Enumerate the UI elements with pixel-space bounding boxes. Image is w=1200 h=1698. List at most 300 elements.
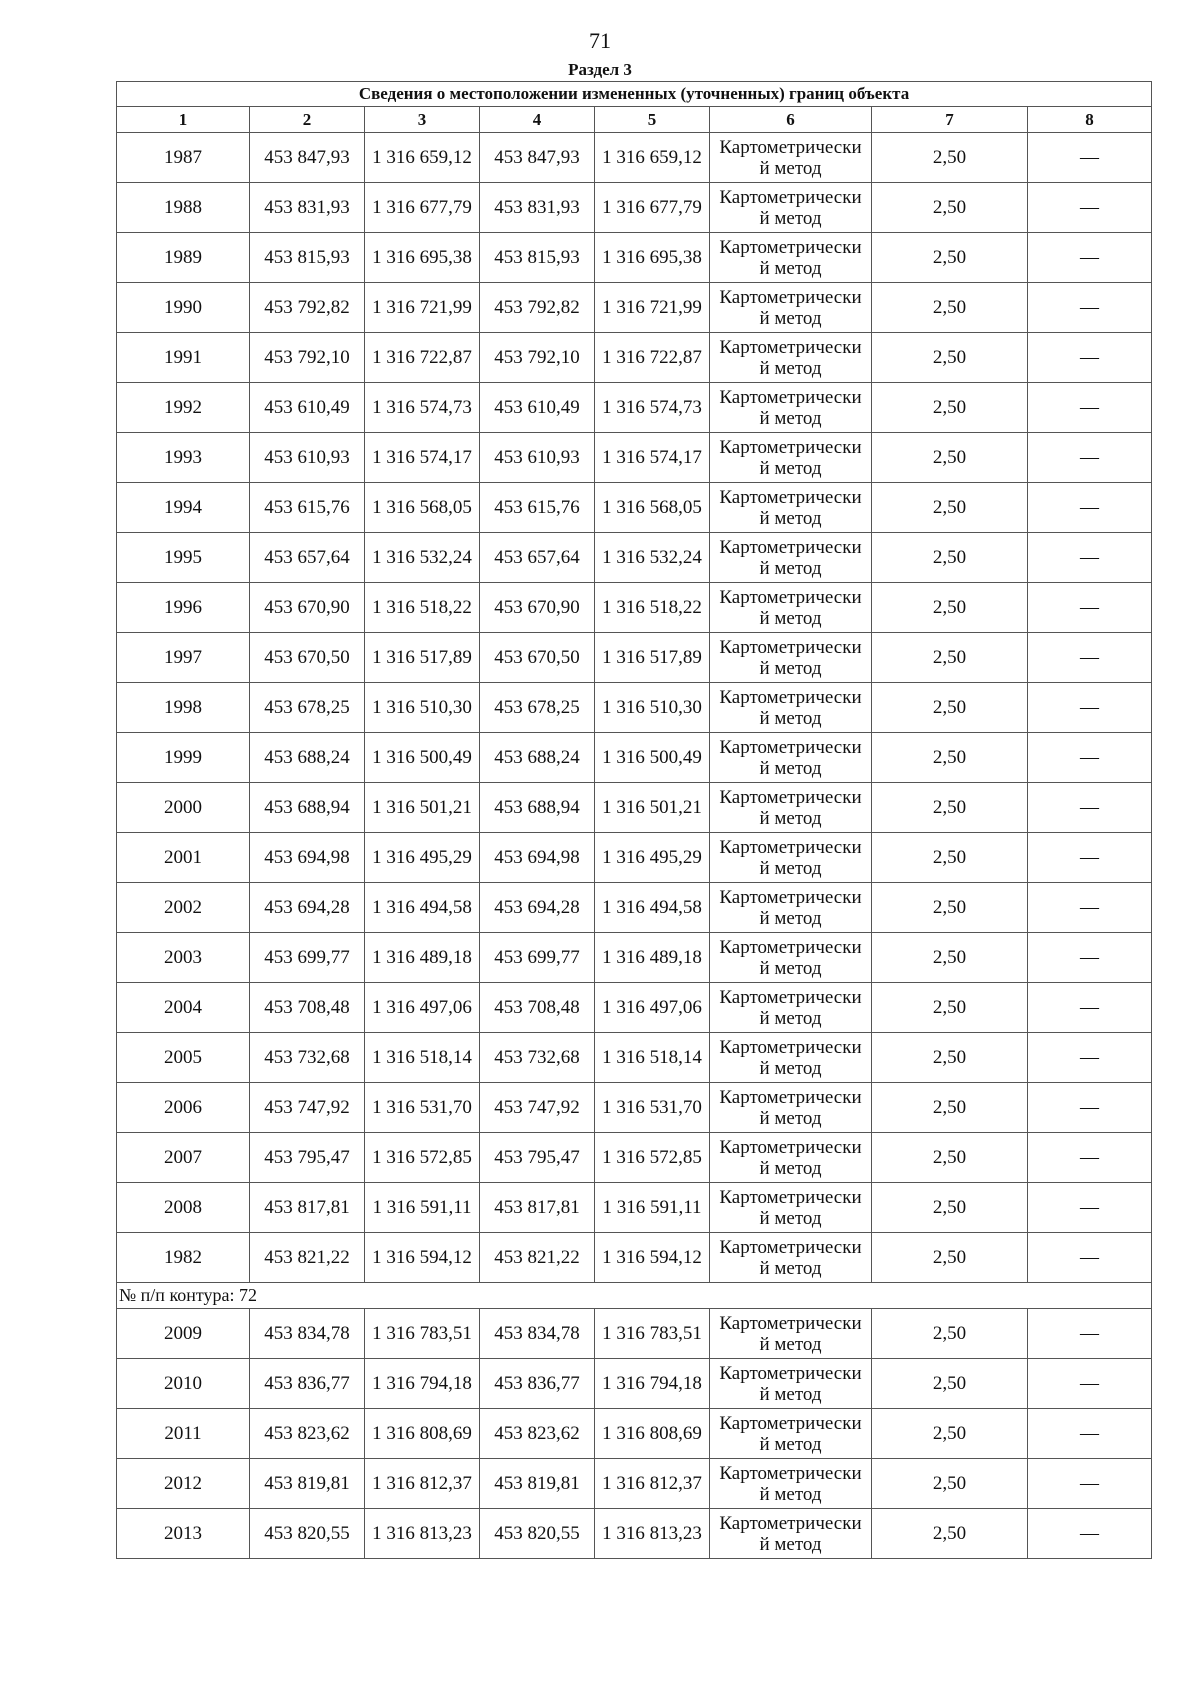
x-new-cell: 453 670,90 bbox=[480, 583, 595, 633]
y-new-cell: 1 316 812,37 bbox=[595, 1459, 710, 1509]
x-new-cell: 453 688,94 bbox=[480, 783, 595, 833]
method-cell bbox=[710, 833, 872, 883]
point-number-cell: 2002 bbox=[117, 883, 250, 933]
method-cell bbox=[710, 983, 872, 1033]
method-text-line1: Картометрически bbox=[719, 1236, 862, 1258]
method-text-line1: Картометрически bbox=[719, 336, 862, 358]
method-text-line1: Картометрически bbox=[719, 586, 862, 608]
x-old-cell: 453 820,55 bbox=[250, 1509, 365, 1559]
accuracy-cell: 2,50 bbox=[872, 533, 1028, 583]
empty-dash-cell: — bbox=[1028, 1183, 1152, 1233]
y-new-cell: 1 316 574,73 bbox=[595, 383, 710, 433]
method-cell bbox=[710, 1183, 872, 1233]
method-text-line2: й метод bbox=[759, 1007, 822, 1029]
method-text-line1: Картометрически bbox=[719, 386, 862, 408]
method-text-line2: й метод bbox=[759, 457, 822, 479]
table-row bbox=[117, 1183, 1152, 1233]
x-new-cell: 453 615,76 bbox=[480, 483, 595, 533]
table-caption-row bbox=[117, 82, 1152, 107]
method-cell bbox=[710, 483, 872, 533]
x-old-cell: 453 792,82 bbox=[250, 283, 365, 333]
x-new-cell: 453 678,25 bbox=[480, 683, 595, 733]
table-caption: Сведения о местоположении измененных (уточненных) границ объекта bbox=[117, 82, 1152, 107]
y-new-cell: 1 316 489,18 bbox=[595, 933, 710, 983]
table-row bbox=[117, 933, 1152, 983]
y-old-cell: 1 316 574,73 bbox=[365, 383, 480, 433]
x-old-cell: 453 834,78 bbox=[250, 1309, 365, 1359]
x-new-cell: 453 792,82 bbox=[480, 283, 595, 333]
y-old-cell: 1 316 532,24 bbox=[365, 533, 480, 583]
y-new-cell: 1 316 568,05 bbox=[595, 483, 710, 533]
empty-dash-cell: — bbox=[1028, 783, 1152, 833]
table-row bbox=[117, 283, 1152, 333]
method-text-line1: Картометрически bbox=[719, 1512, 862, 1534]
method-text-line2: й метод bbox=[759, 407, 822, 429]
y-new-cell: 1 316 494,58 bbox=[595, 883, 710, 933]
accuracy-cell: 2,50 bbox=[872, 633, 1028, 683]
method-text-line1: Картометрически bbox=[719, 286, 862, 308]
x-old-cell: 453 831,93 bbox=[250, 183, 365, 233]
x-old-cell: 453 670,50 bbox=[250, 633, 365, 683]
method-text-line1: Картометрически bbox=[719, 236, 862, 258]
accuracy-cell: 2,50 bbox=[872, 783, 1028, 833]
y-old-cell: 1 316 574,17 bbox=[365, 433, 480, 483]
method-text-line2: й метод bbox=[759, 1383, 822, 1405]
x-new-cell: 453 610,49 bbox=[480, 383, 595, 433]
x-new-cell: 453 823,62 bbox=[480, 1409, 595, 1459]
x-new-cell: 453 747,92 bbox=[480, 1083, 595, 1133]
column-header: 5 bbox=[595, 107, 710, 133]
y-old-cell: 1 316 794,18 bbox=[365, 1359, 480, 1409]
x-new-cell: 453 834,78 bbox=[480, 1309, 595, 1359]
table-row bbox=[117, 633, 1152, 683]
x-old-cell: 453 836,77 bbox=[250, 1359, 365, 1409]
y-new-cell: 1 316 594,12 bbox=[595, 1233, 710, 1283]
method-text-line1: Картометрически bbox=[719, 636, 862, 658]
y-new-cell: 1 316 659,12 bbox=[595, 133, 710, 183]
empty-dash-cell: — bbox=[1028, 933, 1152, 983]
method-text-line2: й метод bbox=[759, 757, 822, 779]
x-old-cell: 453 694,28 bbox=[250, 883, 365, 933]
method-text-line1: Картометрически bbox=[719, 836, 862, 858]
method-cell bbox=[710, 1509, 872, 1559]
empty-dash-cell: — bbox=[1028, 1409, 1152, 1459]
point-number-cell: 1995 bbox=[117, 533, 250, 583]
y-old-cell: 1 316 591,11 bbox=[365, 1183, 480, 1233]
point-number-cell: 2009 bbox=[117, 1309, 250, 1359]
x-old-cell: 453 708,48 bbox=[250, 983, 365, 1033]
accuracy-cell: 2,50 bbox=[872, 383, 1028, 433]
method-cell bbox=[710, 1233, 872, 1283]
boundary-coordinates-table bbox=[116, 81, 1152, 1559]
contour-label-row bbox=[117, 1283, 1152, 1309]
method-text-line1: Картометрически bbox=[719, 1362, 862, 1384]
empty-dash-cell: — bbox=[1028, 533, 1152, 583]
method-text-line1: Картометрически bbox=[719, 136, 862, 158]
x-new-cell: 453 670,50 bbox=[480, 633, 595, 683]
y-new-cell: 1 316 517,89 bbox=[595, 633, 710, 683]
point-number-cell: 2006 bbox=[117, 1083, 250, 1133]
x-new-cell: 453 694,98 bbox=[480, 833, 595, 883]
x-new-cell: 453 831,93 bbox=[480, 183, 595, 233]
table-row bbox=[117, 1083, 1152, 1133]
x-old-cell: 453 615,76 bbox=[250, 483, 365, 533]
table-row bbox=[117, 583, 1152, 633]
method-text-line1: Картометрически bbox=[719, 1086, 862, 1108]
x-old-cell: 453 732,68 bbox=[250, 1033, 365, 1083]
y-old-cell: 1 316 517,89 bbox=[365, 633, 480, 683]
method-text-line1: Картометрически bbox=[719, 936, 862, 958]
method-cell bbox=[710, 1033, 872, 1083]
column-header: 2 bbox=[250, 107, 365, 133]
x-old-cell: 453 819,81 bbox=[250, 1459, 365, 1509]
method-text-line2: й метод bbox=[759, 507, 822, 529]
y-old-cell: 1 316 659,12 bbox=[365, 133, 480, 183]
table-row bbox=[117, 1409, 1152, 1459]
y-new-cell: 1 316 808,69 bbox=[595, 1409, 710, 1459]
table-row bbox=[117, 733, 1152, 783]
x-new-cell: 453 694,28 bbox=[480, 883, 595, 933]
x-old-cell: 453 815,93 bbox=[250, 233, 365, 283]
empty-dash-cell: — bbox=[1028, 1509, 1152, 1559]
empty-dash-cell: — bbox=[1028, 333, 1152, 383]
y-new-cell: 1 316 572,85 bbox=[595, 1133, 710, 1183]
method-text-line2: й метод bbox=[759, 1057, 822, 1079]
table-body bbox=[117, 82, 1152, 1559]
y-old-cell: 1 316 518,14 bbox=[365, 1033, 480, 1083]
point-number-cell: 2003 bbox=[117, 933, 250, 983]
accuracy-cell: 2,50 bbox=[872, 933, 1028, 983]
method-text-line1: Картометрически bbox=[719, 786, 862, 808]
accuracy-cell: 2,50 bbox=[872, 1233, 1028, 1283]
method-cell bbox=[710, 383, 872, 433]
accuracy-cell: 2,50 bbox=[872, 283, 1028, 333]
point-number-cell: 2007 bbox=[117, 1133, 250, 1183]
method-text-line2: й метод bbox=[759, 1433, 822, 1455]
point-number-cell: 2004 bbox=[117, 983, 250, 1033]
method-text-line1: Картометрически bbox=[719, 1136, 862, 1158]
table-row bbox=[117, 1459, 1152, 1509]
empty-dash-cell: — bbox=[1028, 1083, 1152, 1133]
x-new-cell: 453 708,48 bbox=[480, 983, 595, 1033]
method-text-line2: й метод bbox=[759, 957, 822, 979]
y-new-cell: 1 316 495,29 bbox=[595, 833, 710, 883]
method-cell bbox=[710, 333, 872, 383]
method-cell bbox=[710, 433, 872, 483]
accuracy-cell: 2,50 bbox=[872, 433, 1028, 483]
y-new-cell: 1 316 591,11 bbox=[595, 1183, 710, 1233]
accuracy-cell: 2,50 bbox=[872, 1083, 1028, 1133]
accuracy-cell: 2,50 bbox=[872, 1509, 1028, 1559]
x-old-cell: 453 694,98 bbox=[250, 833, 365, 883]
empty-dash-cell: — bbox=[1028, 183, 1152, 233]
accuracy-cell: 2,50 bbox=[872, 333, 1028, 383]
empty-dash-cell: — bbox=[1028, 233, 1152, 283]
y-new-cell: 1 316 722,87 bbox=[595, 333, 710, 383]
table-row bbox=[117, 183, 1152, 233]
y-old-cell: 1 316 500,49 bbox=[365, 733, 480, 783]
method-text-line2: й метод bbox=[759, 307, 822, 329]
point-number-cell: 1992 bbox=[117, 383, 250, 433]
empty-dash-cell: — bbox=[1028, 833, 1152, 883]
table-row bbox=[117, 133, 1152, 183]
y-old-cell: 1 316 808,69 bbox=[365, 1409, 480, 1459]
y-old-cell: 1 316 695,38 bbox=[365, 233, 480, 283]
y-old-cell: 1 316 677,79 bbox=[365, 183, 480, 233]
x-new-cell: 453 795,47 bbox=[480, 1133, 595, 1183]
column-header: 4 bbox=[480, 107, 595, 133]
y-new-cell: 1 316 501,21 bbox=[595, 783, 710, 833]
x-old-cell: 453 610,93 bbox=[250, 433, 365, 483]
table-row bbox=[117, 433, 1152, 483]
point-number-cell: 2012 bbox=[117, 1459, 250, 1509]
x-old-cell: 453 678,25 bbox=[250, 683, 365, 733]
column-number-row bbox=[117, 107, 1152, 133]
x-new-cell: 453 732,68 bbox=[480, 1033, 595, 1083]
empty-dash-cell: — bbox=[1028, 683, 1152, 733]
method-text-line2: й метод bbox=[759, 707, 822, 729]
method-cell bbox=[710, 133, 872, 183]
x-old-cell: 453 688,24 bbox=[250, 733, 365, 783]
contour-label: № п/п контура: 72 bbox=[117, 1283, 1152, 1309]
y-old-cell: 1 316 489,18 bbox=[365, 933, 480, 983]
y-old-cell: 1 316 722,87 bbox=[365, 333, 480, 383]
y-old-cell: 1 316 812,37 bbox=[365, 1459, 480, 1509]
table-row bbox=[117, 883, 1152, 933]
point-number-cell: 1998 bbox=[117, 683, 250, 733]
method-text-line2: й метод bbox=[759, 1333, 822, 1355]
method-text-line2: й метод bbox=[759, 1483, 822, 1505]
accuracy-cell: 2,50 bbox=[872, 483, 1028, 533]
method-text-line2: й метод bbox=[759, 557, 822, 579]
point-number-cell: 1987 bbox=[117, 133, 250, 183]
empty-dash-cell: — bbox=[1028, 1033, 1152, 1083]
y-old-cell: 1 316 813,23 bbox=[365, 1509, 480, 1559]
accuracy-cell: 2,50 bbox=[872, 1459, 1028, 1509]
point-number-cell: 2013 bbox=[117, 1509, 250, 1559]
method-text-line2: й метод bbox=[759, 657, 822, 679]
x-old-cell: 453 610,49 bbox=[250, 383, 365, 433]
method-cell bbox=[710, 1309, 872, 1359]
method-text-line1: Картометрически bbox=[719, 536, 862, 558]
table-row bbox=[117, 483, 1152, 533]
y-new-cell: 1 316 721,99 bbox=[595, 283, 710, 333]
method-cell bbox=[710, 733, 872, 783]
y-new-cell: 1 316 518,14 bbox=[595, 1033, 710, 1083]
method-text-line1: Картометрически bbox=[719, 1312, 862, 1334]
table-row bbox=[117, 1233, 1152, 1283]
accuracy-cell: 2,50 bbox=[872, 1359, 1028, 1409]
point-number-cell: 2011 bbox=[117, 1409, 250, 1459]
point-number-cell: 2005 bbox=[117, 1033, 250, 1083]
empty-dash-cell: — bbox=[1028, 1233, 1152, 1283]
method-text-line2: й метод bbox=[759, 1533, 822, 1555]
empty-dash-cell: — bbox=[1028, 383, 1152, 433]
method-text-line2: й метод bbox=[759, 857, 822, 879]
y-new-cell: 1 316 518,22 bbox=[595, 583, 710, 633]
point-number-cell: 1999 bbox=[117, 733, 250, 783]
method-text-line1: Картометрически bbox=[719, 886, 862, 908]
method-cell bbox=[710, 533, 872, 583]
point-number-cell: 1996 bbox=[117, 583, 250, 633]
table-row bbox=[117, 683, 1152, 733]
method-text-line1: Картометрически bbox=[719, 486, 862, 508]
y-new-cell: 1 316 794,18 bbox=[595, 1359, 710, 1409]
x-old-cell: 453 823,62 bbox=[250, 1409, 365, 1459]
x-new-cell: 453 792,10 bbox=[480, 333, 595, 383]
method-cell bbox=[710, 1083, 872, 1133]
x-new-cell: 453 657,64 bbox=[480, 533, 595, 583]
x-new-cell: 453 847,93 bbox=[480, 133, 595, 183]
x-new-cell: 453 610,93 bbox=[480, 433, 595, 483]
table-row bbox=[117, 533, 1152, 583]
table-row bbox=[117, 1133, 1152, 1183]
empty-dash-cell: — bbox=[1028, 283, 1152, 333]
column-header: 7 bbox=[872, 107, 1028, 133]
method-cell bbox=[710, 183, 872, 233]
table-row bbox=[117, 833, 1152, 883]
method-text-line2: й метод bbox=[759, 1157, 822, 1179]
accuracy-cell: 2,50 bbox=[872, 583, 1028, 633]
accuracy-cell: 2,50 bbox=[872, 833, 1028, 883]
empty-dash-cell: — bbox=[1028, 433, 1152, 483]
method-text-line2: й метод bbox=[759, 607, 822, 629]
method-text-line2: й метод bbox=[759, 157, 822, 179]
method-text-line1: Картометрически bbox=[719, 686, 862, 708]
x-old-cell: 453 792,10 bbox=[250, 333, 365, 383]
method-cell bbox=[710, 1459, 872, 1509]
method-cell bbox=[710, 883, 872, 933]
method-text-line1: Картометрически bbox=[719, 736, 862, 758]
point-number-cell: 1991 bbox=[117, 333, 250, 383]
y-old-cell: 1 316 501,21 bbox=[365, 783, 480, 833]
empty-dash-cell: — bbox=[1028, 1359, 1152, 1409]
method-text-line2: й метод bbox=[759, 357, 822, 379]
accuracy-cell: 2,50 bbox=[872, 1309, 1028, 1359]
method-cell bbox=[710, 583, 872, 633]
x-new-cell: 453 688,24 bbox=[480, 733, 595, 783]
y-old-cell: 1 316 495,29 bbox=[365, 833, 480, 883]
method-text-line1: Картометрически bbox=[719, 1036, 862, 1058]
x-old-cell: 453 699,77 bbox=[250, 933, 365, 983]
column-header: 8 bbox=[1028, 107, 1152, 133]
y-new-cell: 1 316 497,06 bbox=[595, 983, 710, 1033]
y-old-cell: 1 316 531,70 bbox=[365, 1083, 480, 1133]
point-number-cell: 1994 bbox=[117, 483, 250, 533]
column-header: 1 bbox=[117, 107, 250, 133]
accuracy-cell: 2,50 bbox=[872, 733, 1028, 783]
point-number-cell: 1997 bbox=[117, 633, 250, 683]
point-number-cell: 1989 bbox=[117, 233, 250, 283]
x-old-cell: 453 657,64 bbox=[250, 533, 365, 583]
accuracy-cell: 2,50 bbox=[872, 133, 1028, 183]
empty-dash-cell: — bbox=[1028, 733, 1152, 783]
method-cell bbox=[710, 283, 872, 333]
x-old-cell: 453 670,90 bbox=[250, 583, 365, 633]
point-number-cell: 2010 bbox=[117, 1359, 250, 1409]
y-old-cell: 1 316 721,99 bbox=[365, 283, 480, 333]
empty-dash-cell: — bbox=[1028, 883, 1152, 933]
method-text-line2: й метод bbox=[759, 807, 822, 829]
accuracy-cell: 2,50 bbox=[872, 683, 1028, 733]
empty-dash-cell: — bbox=[1028, 483, 1152, 533]
y-new-cell: 1 316 677,79 bbox=[595, 183, 710, 233]
y-old-cell: 1 316 783,51 bbox=[365, 1309, 480, 1359]
empty-dash-cell: — bbox=[1028, 983, 1152, 1033]
y-new-cell: 1 316 500,49 bbox=[595, 733, 710, 783]
y-new-cell: 1 316 510,30 bbox=[595, 683, 710, 733]
x-old-cell: 453 847,93 bbox=[250, 133, 365, 183]
x-new-cell: 453 817,81 bbox=[480, 1183, 595, 1233]
method-text-line1: Картометрически bbox=[719, 436, 862, 458]
table-row bbox=[117, 1309, 1152, 1359]
point-number-cell: 1988 bbox=[117, 183, 250, 233]
empty-dash-cell: — bbox=[1028, 583, 1152, 633]
method-text-line1: Картометрически bbox=[719, 1462, 862, 1484]
point-number-cell: 1993 bbox=[117, 433, 250, 483]
x-new-cell: 453 815,93 bbox=[480, 233, 595, 283]
y-new-cell: 1 316 783,51 bbox=[595, 1309, 710, 1359]
method-text-line2: й метод bbox=[759, 907, 822, 929]
x-new-cell: 453 699,77 bbox=[480, 933, 595, 983]
empty-dash-cell: — bbox=[1028, 1309, 1152, 1359]
method-text-line1: Картометрически bbox=[719, 186, 862, 208]
section-title: Раздел 3 bbox=[568, 60, 632, 79]
accuracy-cell: 2,50 bbox=[872, 1409, 1028, 1459]
method-text-line2: й метод bbox=[759, 1257, 822, 1279]
table-row bbox=[117, 233, 1152, 283]
method-cell bbox=[710, 683, 872, 733]
y-old-cell: 1 316 494,58 bbox=[365, 883, 480, 933]
empty-dash-cell: — bbox=[1028, 1459, 1152, 1509]
x-old-cell: 453 747,92 bbox=[250, 1083, 365, 1133]
page-number: 71 bbox=[589, 28, 611, 53]
method-cell bbox=[710, 1409, 872, 1459]
table-row bbox=[117, 983, 1152, 1033]
x-new-cell: 453 821,22 bbox=[480, 1233, 595, 1283]
table-row bbox=[117, 383, 1152, 433]
empty-dash-cell: — bbox=[1028, 133, 1152, 183]
accuracy-cell: 2,50 bbox=[872, 983, 1028, 1033]
point-number-cell: 2000 bbox=[117, 783, 250, 833]
column-header: 3 bbox=[365, 107, 480, 133]
y-new-cell: 1 316 532,24 bbox=[595, 533, 710, 583]
method-text-line1: Картометрически bbox=[719, 986, 862, 1008]
y-new-cell: 1 316 531,70 bbox=[595, 1083, 710, 1133]
method-cell bbox=[710, 633, 872, 683]
x-new-cell: 453 819,81 bbox=[480, 1459, 595, 1509]
point-number-cell: 2001 bbox=[117, 833, 250, 883]
accuracy-cell: 2,50 bbox=[872, 1133, 1028, 1183]
empty-dash-cell: — bbox=[1028, 1133, 1152, 1183]
method-cell bbox=[710, 233, 872, 283]
y-new-cell: 1 316 695,38 bbox=[595, 233, 710, 283]
y-old-cell: 1 316 497,06 bbox=[365, 983, 480, 1033]
point-number-cell: 2008 bbox=[117, 1183, 250, 1233]
x-old-cell: 453 821,22 bbox=[250, 1233, 365, 1283]
table-row bbox=[117, 1359, 1152, 1409]
method-cell bbox=[710, 783, 872, 833]
y-new-cell: 1 316 813,23 bbox=[595, 1509, 710, 1559]
accuracy-cell: 2,50 bbox=[872, 183, 1028, 233]
method-cell bbox=[710, 933, 872, 983]
accuracy-cell: 2,50 bbox=[872, 1033, 1028, 1083]
table-row bbox=[117, 333, 1152, 383]
accuracy-cell: 2,50 bbox=[872, 883, 1028, 933]
y-old-cell: 1 316 594,12 bbox=[365, 1233, 480, 1283]
accuracy-cell: 2,50 bbox=[872, 1183, 1028, 1233]
point-number-cell: 1990 bbox=[117, 283, 250, 333]
